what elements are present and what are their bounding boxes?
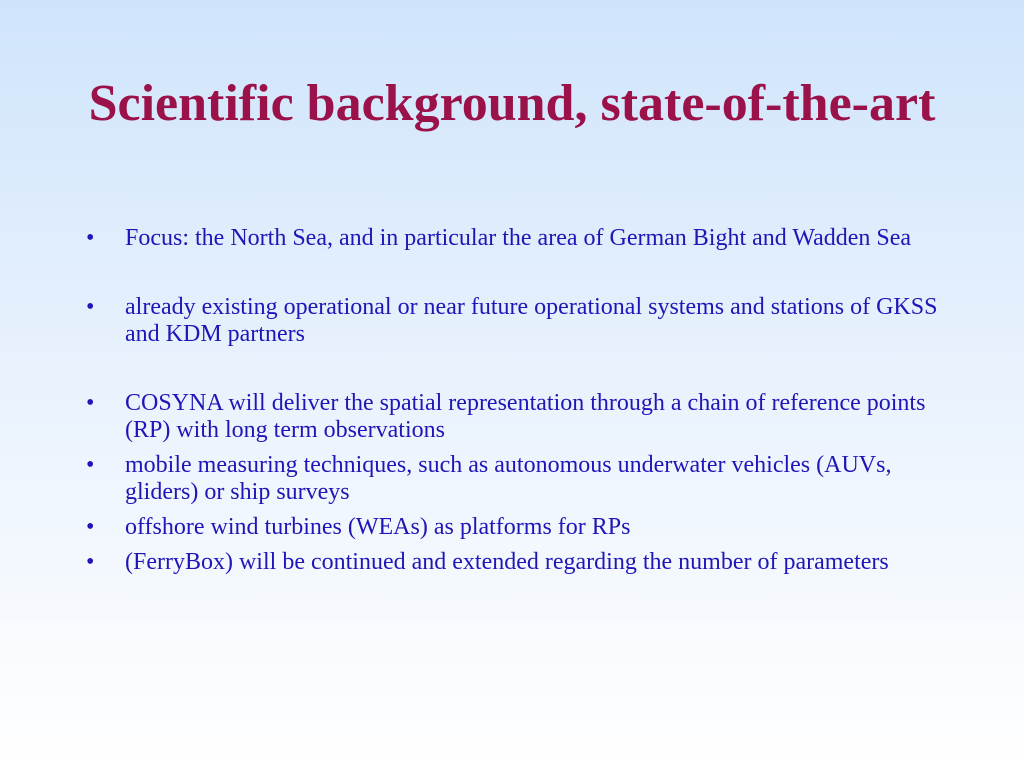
bullet-dot-icon: • — [86, 514, 95, 540]
bullet-item — [84, 514, 954, 541]
slide-title: Scientific background, state-of-the-art — [88, 75, 936, 132]
bullet-text: COSYNA will deliver the spatial representation through a chain of reference points (RP) with long term observations — [125, 390, 926, 443]
bullet-item — [84, 452, 954, 506]
bullet-text: (FerryBox) will be continued and extended regarding the number of parameters — [125, 549, 889, 575]
bullet-item — [84, 549, 954, 576]
bullet-item — [84, 390, 954, 444]
bullet-text: mobile measuring techniques, such as autonomous underwater vehicles (AUVs, gliders) or ship surveys — [125, 452, 892, 505]
bullet-text: Focus: the North Sea, and in particular the area of German Bight and Wadden Sea — [125, 225, 912, 251]
bullet-dot-icon: • — [86, 452, 95, 478]
bullet-item — [84, 225, 954, 252]
bullet-dot-icon: • — [86, 294, 95, 320]
bullet-text: offshore wind turbines (WEAs) as platforms for RPs — [125, 514, 631, 540]
bullet-dot-icon: • — [86, 390, 95, 416]
bullet-dot-icon: • — [86, 225, 95, 251]
bullet-text: already existing operational or near future operational systems and stations of GKSS and KDM partners — [125, 294, 938, 347]
bullet-list — [84, 225, 954, 576]
bullet-item — [84, 294, 954, 348]
bullet-dot-icon: • — [86, 549, 95, 575]
